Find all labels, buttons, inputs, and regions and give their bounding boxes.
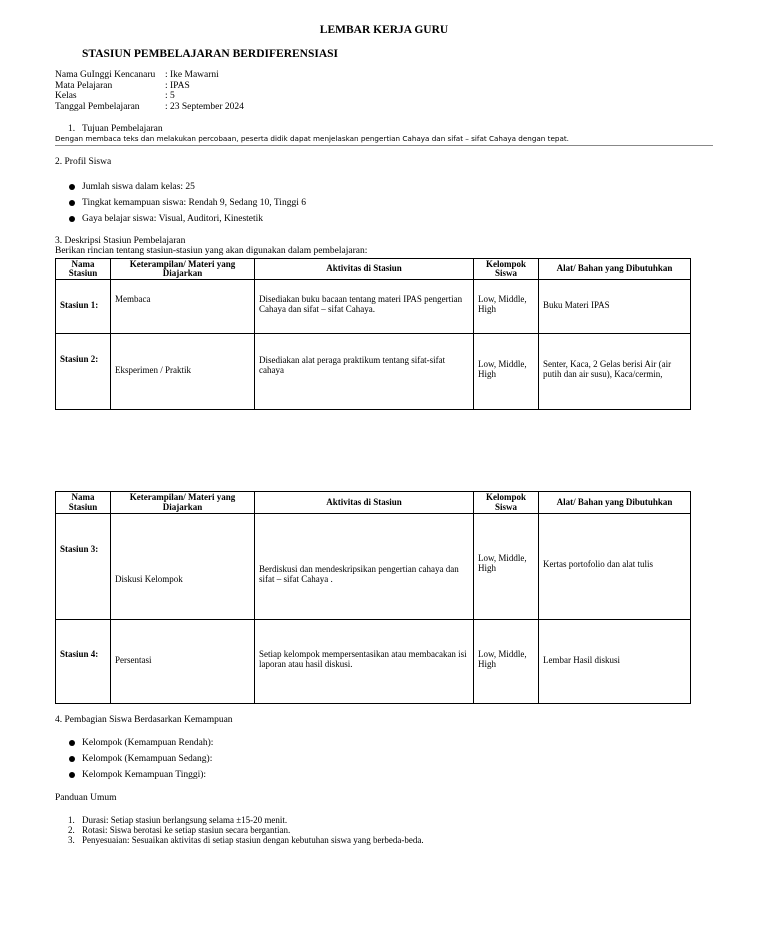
station-group: Low, Middle, High: [474, 514, 539, 620]
table-row: [56, 280, 691, 334]
station-tools: Senter, Kaca, 2 Gelas berisi Air (air putih dan air susu), Kaca/cermin,: [539, 334, 691, 410]
station-name: Stasiun 2:: [56, 334, 111, 410]
identity-block: [55, 70, 244, 112]
header-cell: Aktivitas di Stasiun: [255, 259, 474, 280]
header-cell: Nama Stasiun: [56, 259, 111, 280]
station-skill: Diskusi Kelompok: [111, 514, 255, 620]
list-item: [68, 815, 424, 825]
list-item: Kelompok (Kemampuan Sedang):: [68, 754, 213, 770]
learning-goal-text: Dengan membaca teks dan melakukan percobaan, peserta didik dapat menjelaskan pengertian Cahaya dan sifat – sifat Cahaya dengan tepat.: [55, 134, 569, 143]
list-item: [68, 825, 424, 835]
table-row: [56, 334, 691, 410]
station-group: Low, Middle, High: [474, 620, 539, 704]
station-activity: Berdiskusi dan mendeskripsikan pengertian cahaya dan sifat – sifat Cahaya .: [255, 514, 474, 620]
list-item: [68, 835, 424, 845]
section1-number: 1.: [68, 124, 76, 134]
meta-value: : 5: [165, 91, 175, 102]
section3-intro: Berikan rincian tentang stasiun-stasiun yang akan digunakan dalam pembelajaran:: [55, 246, 368, 256]
station-activity: Setiap kelompok mempersentasikan atau membacakan isi laporan atau hasil diskusi.: [255, 620, 474, 704]
station-name: Stasiun 1:: [56, 280, 111, 334]
document-subtitle: STASIUN PEMBELAJARAN BERDIFERENSIASI: [82, 48, 339, 60]
list-item: Kelompok Kemampuan Tinggi):: [68, 770, 213, 786]
station-activity: Disediakan alat peraga praktikum tentang sifat-sifat cahaya: [255, 334, 474, 410]
header-cell: Kelompok Siswa: [474, 492, 539, 514]
ability-group-list: [68, 738, 213, 786]
meta-row-date: [55, 102, 244, 113]
document-title: LEMBAR KERJA GURU: [319, 24, 449, 36]
header-cell: Keterampilan/ Materi yang Diajarkan: [111, 259, 255, 280]
list-item: Jumlah siswa dalam kelas: 25: [68, 182, 306, 198]
section1-title: Tujuan Pembelajaran: [82, 124, 163, 134]
meta-label: Nama GuInggi Kencanaru: [55, 70, 156, 80]
header-cell: Aktivitas di Stasiun: [255, 492, 474, 514]
station-skill: Eksperimen / Praktik: [111, 334, 255, 410]
guide-list: [68, 815, 424, 845]
table-header-row: [56, 259, 691, 280]
item-number: 1.: [68, 815, 75, 825]
section1-heading: [68, 124, 163, 134]
station-tools: Lembar Hasil diskusi: [539, 620, 691, 704]
item-text: Durasi: Setiap stasiun berlangsung selama ±15-20 menit.: [82, 815, 288, 825]
station-activity: Disediakan buku bacaan tentang materi IPAS pengertian Cahaya dan sifat – sifat Cahaya.: [255, 280, 474, 334]
meta-value: : IPAS: [165, 80, 190, 91]
list-item: Kelompok (Kemampuan Rendah):: [68, 738, 213, 754]
list-item: Gaya belajar siswa: Visual, Auditori, Kinestetik: [68, 214, 306, 230]
station-name: Stasiun 3:: [56, 514, 111, 620]
section3-heading: 3. Deskripsi Stasiun Pembelajaran: [55, 236, 186, 246]
table-row: [56, 514, 691, 620]
section2-heading: 2. Profil Siswa: [55, 157, 112, 167]
table-row: [56, 620, 691, 704]
meta-row-name: [55, 70, 244, 81]
divider: [55, 145, 713, 146]
item-text: Rotasi: Siswa berotasi ke setiap stasiun secara bergantian.: [82, 825, 291, 835]
station-skill: Membaca: [111, 280, 255, 334]
item-text: Penyesuaian: Sesuaikan aktivitas di setiap stasiun dengan kebutuhan siswa yang berbeda-beda.: [82, 835, 424, 845]
header-cell: Nama Stasiun: [56, 492, 111, 514]
meta-value: : Ike Mawarni: [165, 70, 219, 80]
station-group: Low, Middle, High: [474, 280, 539, 334]
student-profile-list: [68, 182, 306, 230]
meta-label: Tanggal Pembelajaran: [55, 101, 140, 112]
header-cell: Alat/ Bahan yang Dibutuhkan: [539, 492, 691, 514]
stations-table-2: [55, 491, 691, 704]
station-skill: Persentasi: [111, 620, 255, 704]
station-group: Low, Middle, High: [474, 334, 539, 410]
item-number: 2.: [68, 825, 75, 835]
list-item: Tingkat kemampuan siswa: Rendah 9, Sedang 10, Tinggi 6: [68, 198, 306, 214]
stations-table-1: [55, 258, 691, 410]
station-tools: Kertas portofolio dan alat tulis: [539, 514, 691, 620]
meta-label: Mata Pelajaran: [55, 80, 113, 91]
meta-label: Kelas: [55, 91, 77, 102]
header-cell: Kelompok Siswa: [474, 259, 539, 280]
guide-heading: Panduan Umum: [55, 793, 117, 803]
meta-row-class: [55, 91, 244, 102]
item-number: 3.: [68, 835, 75, 845]
meta-value: : 23 September 2024: [165, 101, 244, 112]
header-cell: Alat/ Bahan yang Dibutuhkan: [539, 259, 691, 280]
header-cell: Keterampilan/ Materi yang Diajarkan: [111, 492, 255, 514]
station-name: Stasiun 4:: [56, 620, 111, 704]
meta-row-subject: [55, 81, 244, 92]
section4-heading: 4. Pembagian Siswa Berdasarkan Kemampuan: [55, 715, 233, 725]
table-header-row: [56, 492, 691, 514]
station-tools: Buku Materi IPAS: [539, 280, 691, 334]
